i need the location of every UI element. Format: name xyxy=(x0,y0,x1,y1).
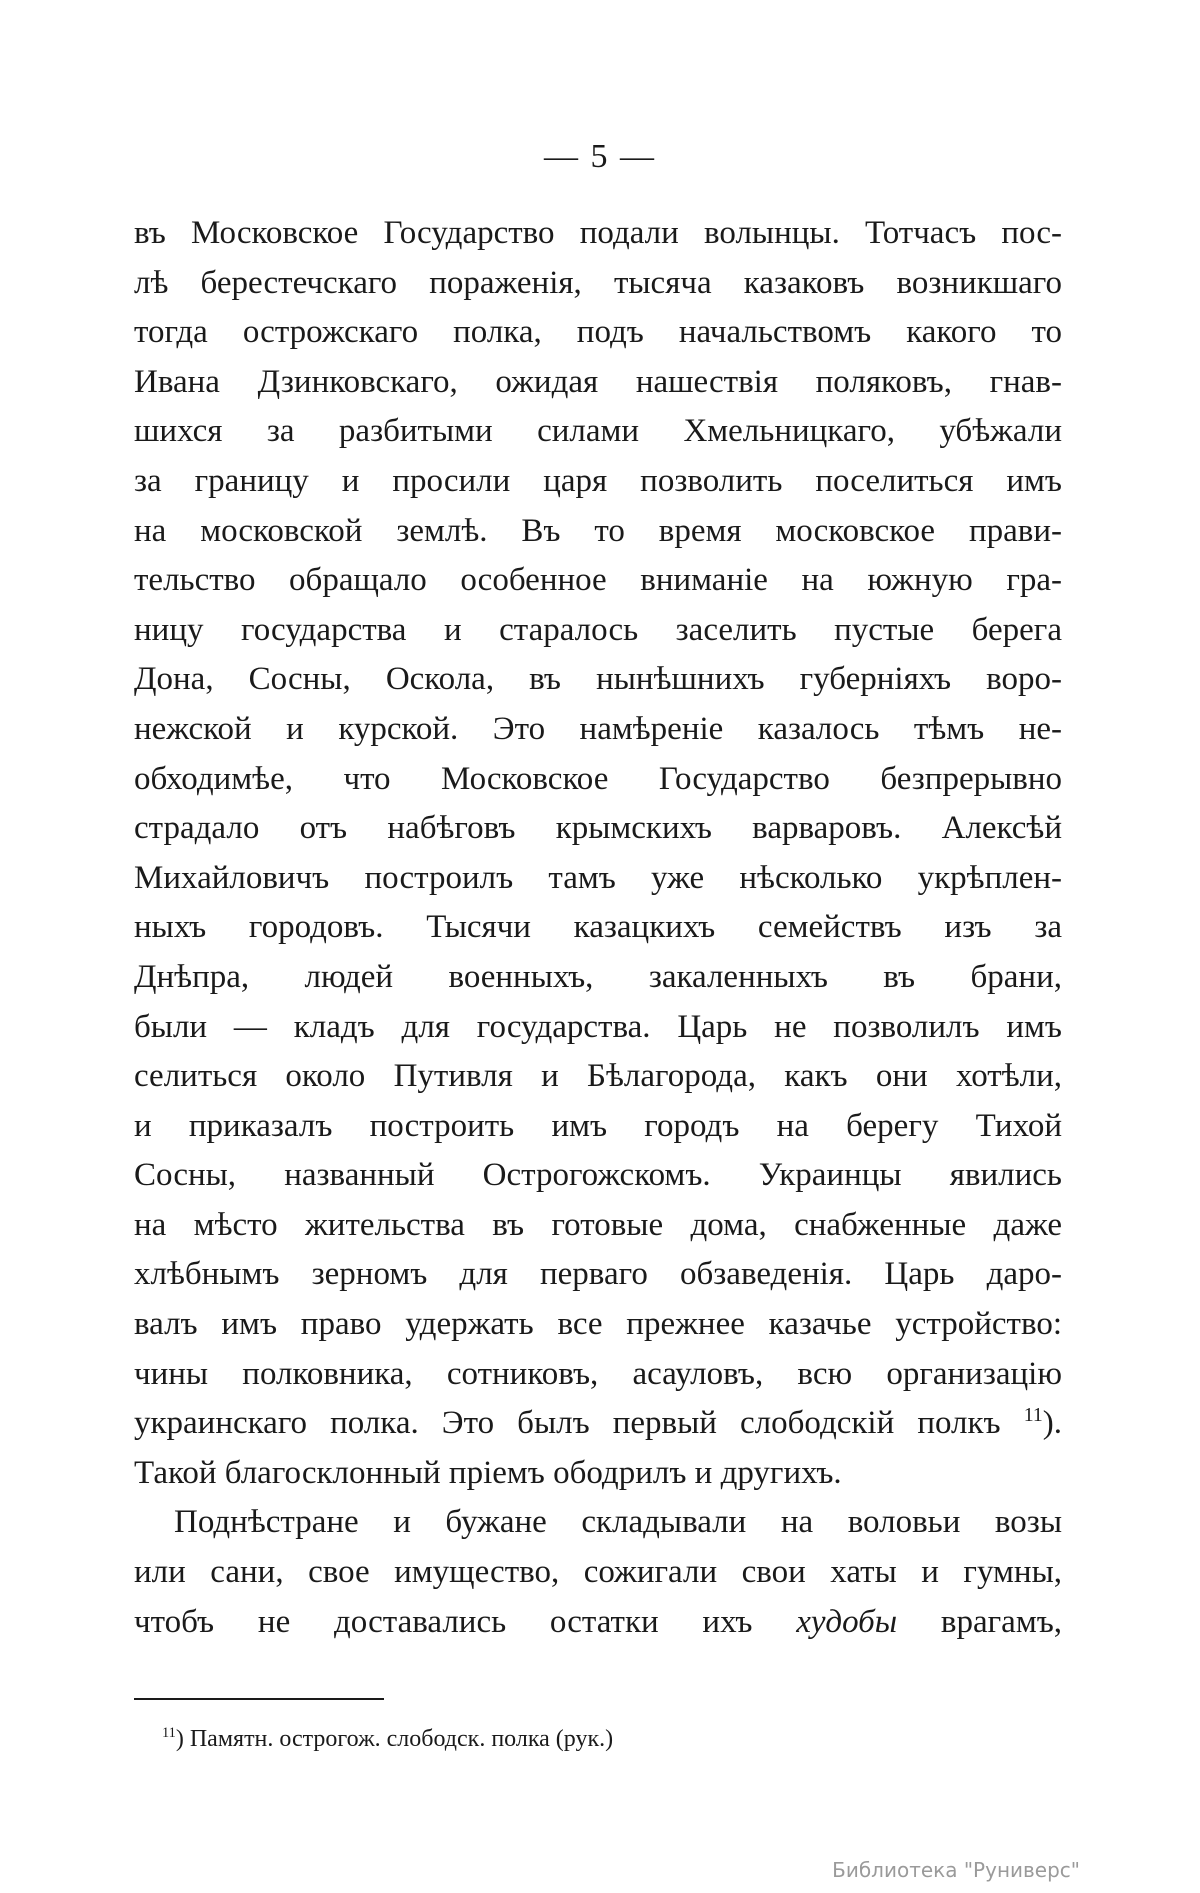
text-line: на московской землѣ. Въ то время московское прави- xyxy=(134,512,1062,549)
text-line: валъ имъ право удержать все прежнее казачье устройство: xyxy=(134,1306,1062,1343)
library-watermark: Библиотека "Руниверс" xyxy=(832,1858,1080,1882)
text-line: Ивана Дзинковскаго, ожидая нашествія поляковъ, гнав- xyxy=(134,363,1062,400)
text-line-body: украинскаго полка. Это былъ первый слободскій полкъ xyxy=(134,1405,1001,1442)
text-line: лѣ берестечскаго пораженія, тысяча казаковъ возникшаго xyxy=(134,264,1062,301)
text-line-paragraph-start: Поднѣстране и бужане складывали на воловьи возы xyxy=(174,1504,1062,1541)
text-line: Дона, Сосны, Оскола, въ нынѣшнихъ губерніяхъ воро- xyxy=(134,661,1062,698)
text-line: ницу государства и старалось заселить пустые берега xyxy=(134,611,1062,648)
text-line: или сани, свое имущество, сожигали свои хаты и гумны, xyxy=(134,1554,1062,1591)
text-line-with-footnote-ref xyxy=(134,1399,1062,1449)
text-line: тельство обращало особенное вниманіе на южную гра- xyxy=(134,562,1062,599)
text-line-end: врагамъ, xyxy=(940,1603,1062,1640)
footnote-reference[interactable]: 11 xyxy=(1023,1404,1043,1427)
footnote-divider xyxy=(134,1698,384,1700)
text-line: были — кладъ для государства. Царь не позволилъ имъ xyxy=(134,1008,1062,1045)
text-line: страдало отъ набѣговъ крымскихъ варваровъ. Алексѣй xyxy=(134,810,1062,847)
text-line: за границу и просили царя позволить поселиться имъ xyxy=(134,462,1062,499)
text-line: ныхъ городовъ. Тысячи казацкихъ семействъ изъ за xyxy=(134,909,1062,946)
main-text xyxy=(134,209,1062,1647)
italic-word: худобы xyxy=(796,1603,898,1640)
text-line: нежской и курской. Это намѣреніе казалось тѣмъ не- xyxy=(134,710,1062,747)
text-line: селиться около Путивля и Бѣлагорода, какъ они хотѣли, xyxy=(134,1058,1062,1095)
text-line: тогда острожскаго полка, подъ начальствомъ какого то xyxy=(134,314,1062,351)
footnote xyxy=(162,1722,613,1756)
text-line: чины полковника, сотниковъ, асауловъ, всю организацію xyxy=(134,1355,1062,1392)
text-line: и приказалъ построить имъ городъ на берегу Тихой xyxy=(134,1107,1062,1144)
text-line: шихся за разбитыми силами Хмельницкаго, убѣжали xyxy=(134,413,1062,450)
text-line: хлѣбнымъ зерномъ для перваго обзаведенія. Царь даро- xyxy=(134,1256,1062,1293)
text-line-with-italic xyxy=(134,1598,1062,1648)
text-line: Днѣпра, людей военныхъ, закаленныхъ въ брани, xyxy=(134,958,1062,995)
text-line-tail: ). xyxy=(1042,1405,1062,1442)
text-line-paragraph-end: Такой благосклонный пріемъ ободрилъ и другихъ. xyxy=(134,1454,842,1491)
text-line: обходимѣе, что Московское Государство безпрерывно xyxy=(134,760,1062,797)
page-number: — 5 — xyxy=(544,138,656,175)
text-line: Михайловичъ построилъ тамъ уже нѣсколько укрѣплен- xyxy=(134,859,1062,896)
text-line: Сосны, названный Острогожскомъ. Украинцы явились xyxy=(134,1157,1062,1194)
text-line: въ Московское Государство подали волынцы. Тотчасъ пос- xyxy=(134,215,1062,251)
text-line-start: чтобъ не доставались остатки ихъ xyxy=(134,1603,753,1640)
footnote-mark: 11 xyxy=(162,1725,176,1741)
text-line: на мѣсто жительства въ готовые дома, снабженные даже xyxy=(134,1206,1062,1243)
footnote-text: ) Памятн. острогож. слободск. полка (рук.) xyxy=(175,1726,614,1752)
